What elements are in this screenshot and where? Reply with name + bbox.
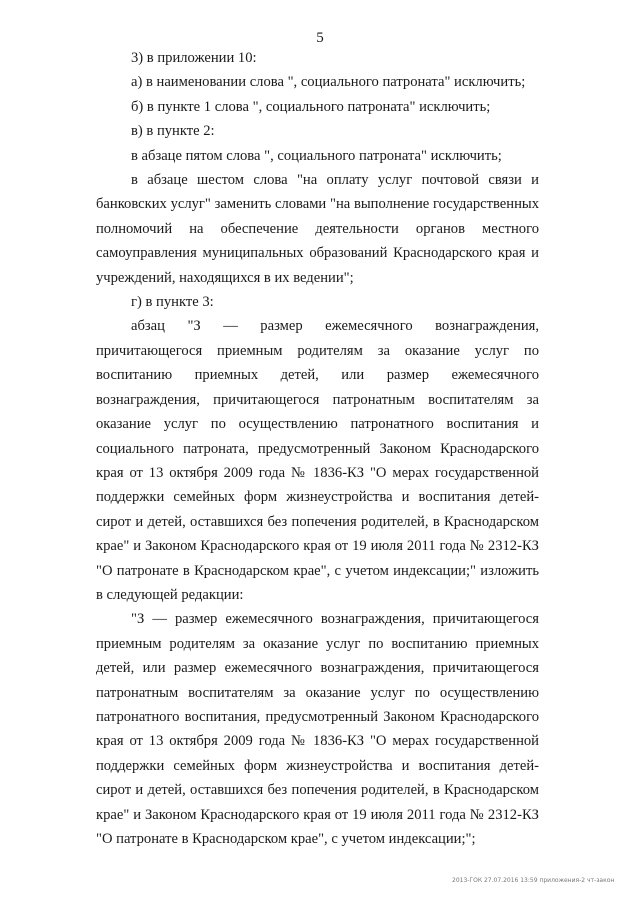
paragraph-item-b: б) в пункте 1 слова ", социального патроната" исключить; [131, 98, 491, 115]
page-number: 5 [316, 30, 324, 46]
footer-stamp: 2013-ГОК 27.07.2016 13:59 приложения-2 чт-закон [452, 877, 615, 884]
paragraph-new-wording: "З — размер ежемесячного вознаграждения, причитающегося приемным родителям за оказание услуг по воспитанию приемных детей, или размер ежемесячного вознаграждения, причитающегося патронатным воспитателям за оказание услуг по осуществлению патронатного воспитания, предусмотренный Законом Краснодарского края от 13 октября 2009 года № 1836-КЗ "О мерах государственной поддержки семейных форм жизнеустройства и воспитания детей-сирот и детей, оставшихся без попечения родителей, в Краснодарском крае" и Законом Краснодарского края от 19 июля 2011 года № 2312-КЗ "О патронате в Краснодарском крае", с учетом индексации;"; [96, 611, 539, 847]
paragraph-item-g: г) в пункте 3: [131, 294, 214, 311]
paragraph-old-wording: абзац "З — размер ежемесячного вознаграждения, причитающегося приемным родителям за оказание услуг по воспитанию приемных детей, или размер ежемесячного вознаграждения, причитающегося патронатным воспитателям за оказание услуг по осуществлению патронатного воспитания и социального патроната, предусмотренный Законом Краснодарского края от 13 октября 2009 года № 1836-КЗ "О мерах государственной поддержки семейных форм жизнеустройства и воспитания детей-сирот и детей, оставшихся без попечения родителей, в Краснодарском крае" и Законом Краснодарского края от 19 июля 2011 года № 2312-КЗ "О патронате в Краснодарском крае", с учетом индексации;" изложить в следующей редакции: [96, 318, 539, 603]
paragraph-appendix-10: 3) в приложении 10: [131, 50, 257, 66]
paragraph-sixth-abzac: в абзаце шестом слова "на оплату услуг почтовой связи и банковских услуг" заменить словами "на выполнение государственных полномочий на обеспечение деятельности органов местного самоуправления муниципальных образований Краснодарского края и учреждений, находящихся в их ведении"; [96, 172, 539, 286]
paragraph-item-v: в) в пункте 2: [131, 123, 215, 140]
document-body [96, 46, 539, 851]
paragraph-item-a: а) в наименовании слова ", социального патроната" исключить; [131, 74, 526, 91]
paragraph-fifth-abzac: в абзаце пятом слова ", социального патроната" исключить; [131, 147, 502, 164]
